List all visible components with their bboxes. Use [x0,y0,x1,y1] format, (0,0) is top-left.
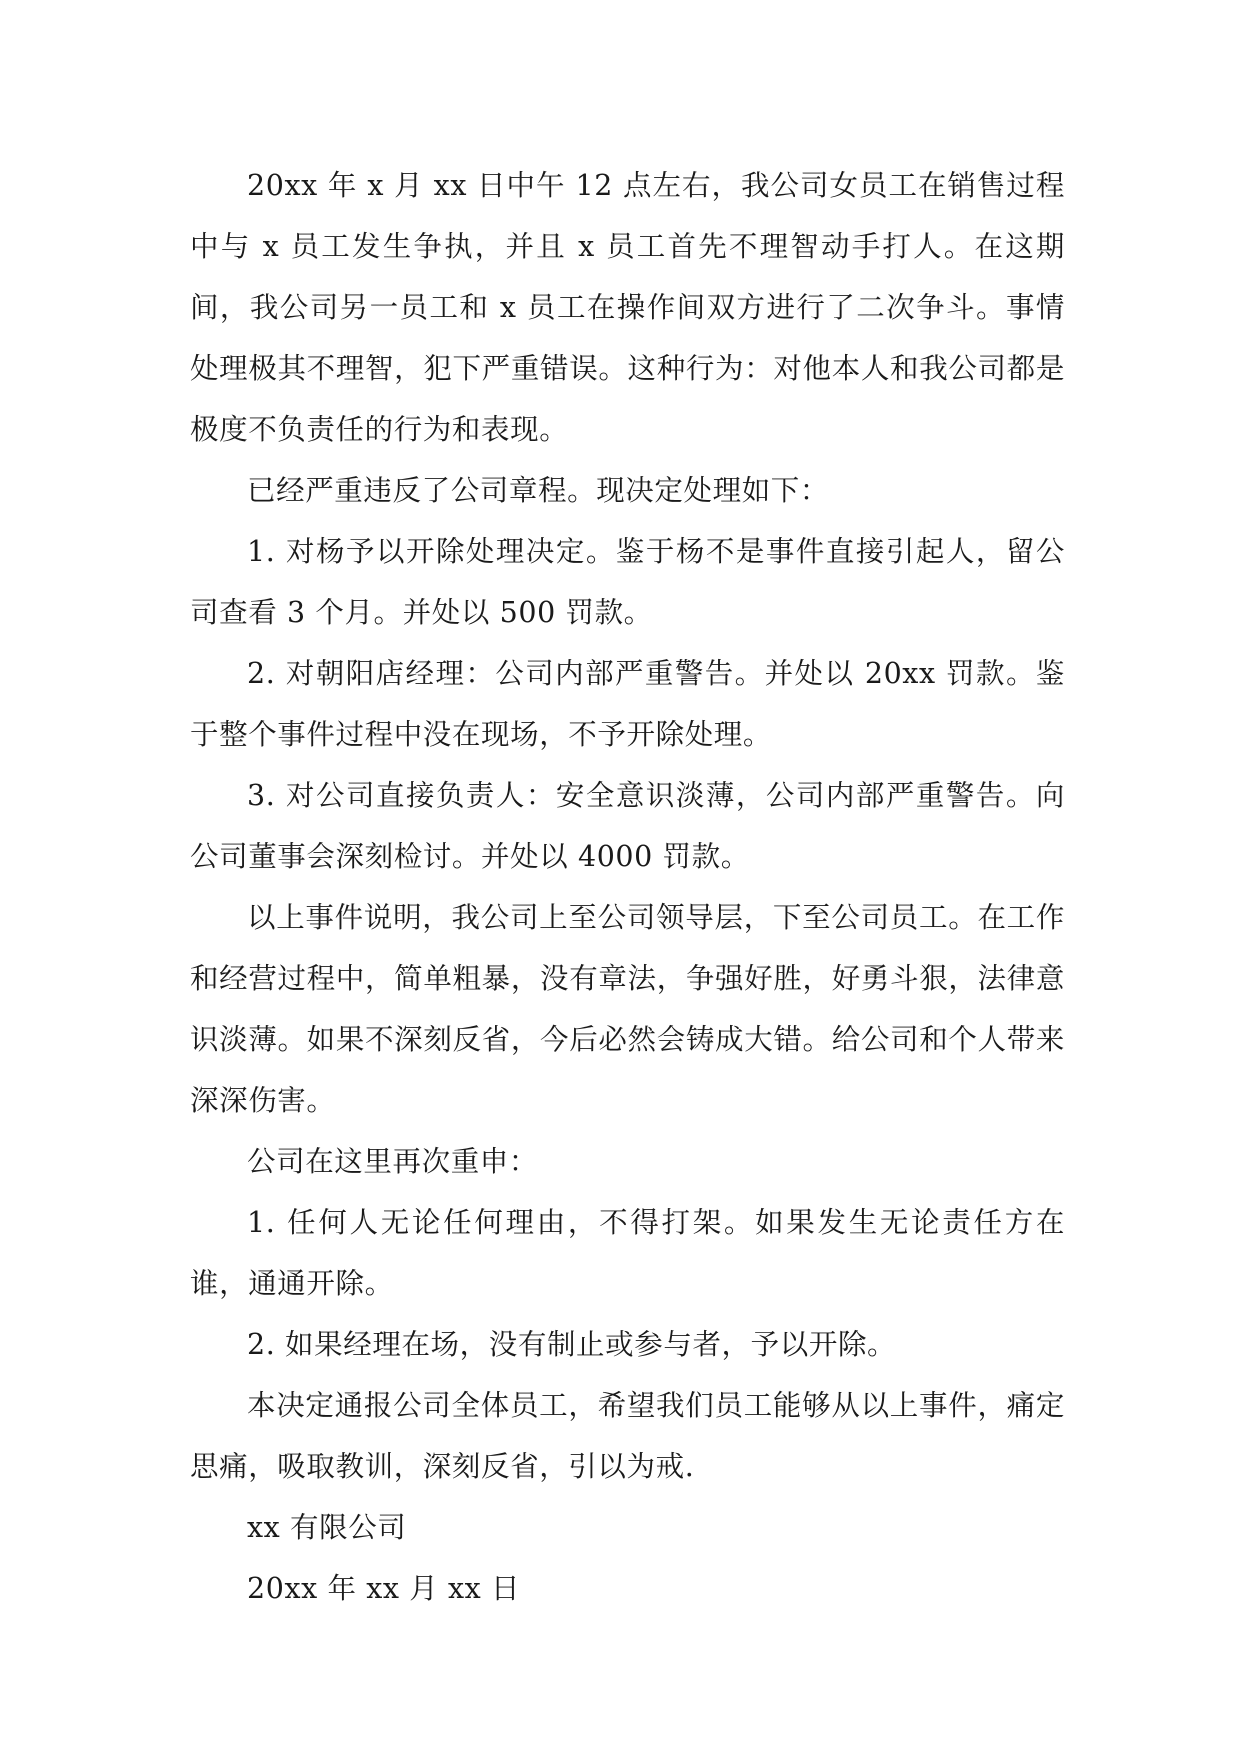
paragraph-decision-item-3: 3. 对公司直接负责人：安全意识淡薄，公司内部严重警告。向公司董事会深刻检讨。并处以 4000 罚款。 [190,779,1065,873]
paragraph-decision-item-1: 1. 对杨予以开除处理决定。鉴于杨不是事件直接引起人，留公司查看 3 个月。并处以 500 罚款。 [190,535,1065,629]
document-date: 20xx 年 xx 月 xx 日 [247,1572,521,1605]
paragraph-rule-1: 1. 任何人无论任何理由，不得打架。如果发生无论责任方在谁，通通开除。 [190,1206,1065,1300]
paragraph-notice: 本决定通报公司全体员工，希望我们员工能够从以上事件，痛定思痛，吸取教训，深刻反省，引以为戒. [190,1389,1065,1483]
document-body [190,155,1065,1619]
paragraph-reiteration-heading: 公司在这里再次重申： [247,1145,539,1178]
paragraph-rule-2: 2. 如果经理在场，没有制止或参与者，予以开除。 [247,1328,897,1361]
company-signature: xx 有限公司 [247,1511,407,1544]
paragraph-explanation: 以上事件说明，我公司上至公司领导层，下至公司员工。在工作和经营过程中，简单粗暴，没有章法，争强好胜，好勇斗狠，法律意识淡薄。如果不深刻反省，今后必然会铸成大错。给公司和个人带来深深伤害。 [190,901,1065,1117]
paragraph-incident-description: 20xx 年 x 月 xx 日中午 12 点左右，我公司女员工在销售过程中与 x 员工发生争执，并且 x 员工首先不理智动手打人。在这期间，我公司另一员工和 x 员工在操作间双方进行了二次争斗。事情处理极其不理智，犯下严重错误。这种行为：对他本人和我公司都是极度不负责任的行为和表现。 [190,169,1065,446]
paragraph-decision-item-2: 2. 对朝阳店经理：公司内部严重警告。并处以 20xx 罚款。鉴于整个事件过程中没在现场，不予开除处理。 [190,657,1065,751]
paragraph-violation-decision: 已经严重违反了公司章程。现决定处理如下： [247,474,830,507]
